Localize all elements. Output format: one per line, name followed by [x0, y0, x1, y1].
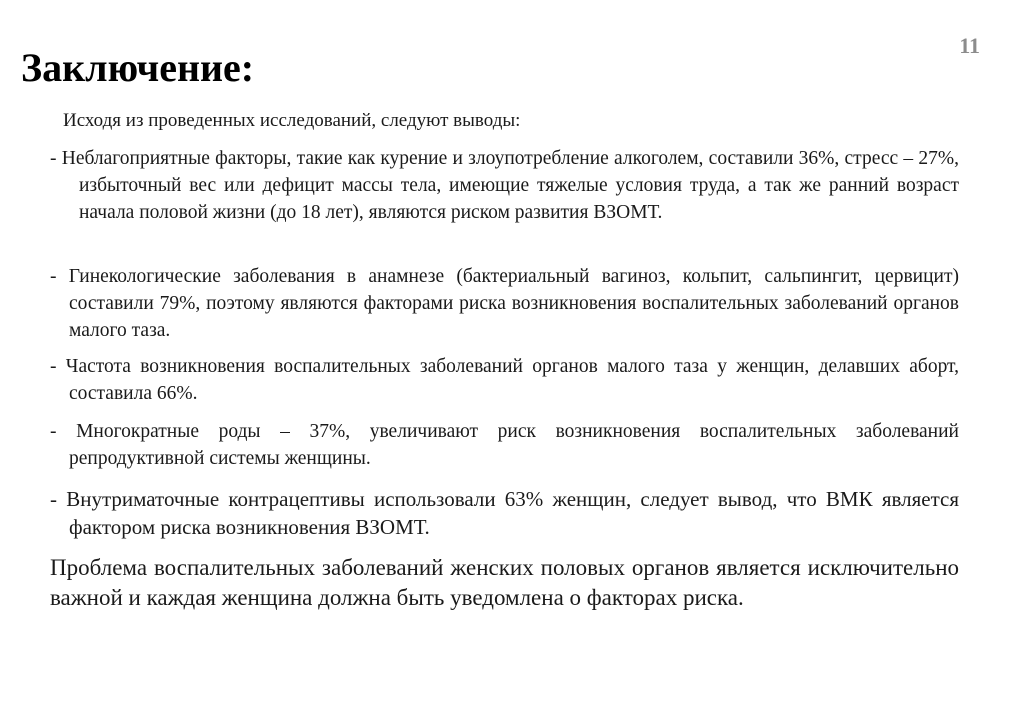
- conclusion-item-iud: - Внутриматочные контрацептивы использовали 63% женщин, следует вывод, что ВМК является фактором риска возникновения ВЗОМТ.: [50, 487, 959, 539]
- slide-number: 11: [959, 33, 980, 58]
- conclusion-item-abortion: - Частота возникновения воспалительных заболеваний органов малого таза у женщин, делавших аборт, составила 66%.: [50, 356, 959, 404]
- conclusion-item-risk-factors: - Неблагоприятные факторы, такие как курение и злоупотребление алкоголем, составили 36%, стресс – 27%, избыточный вес или дефицит массы тела, имеющие тяжелые условия труда, а так же ранний возраст начала половой жизни (до 18 лет), являются риском развития ВЗОМТ.: [50, 148, 959, 223]
- final-conclusion: Проблема воспалительных заболеваний женских половых органов является исключительно важной и каждая женщина должна быть уведомлена о факторах риска.: [50, 555, 959, 610]
- intro-text: Исходя из проведенных исследований, следуют выводы:: [63, 110, 521, 131]
- slide-title: Заключение:: [21, 45, 255, 90]
- conclusion-item-gynecological-diseases: - Гинекологические заболевания в анамнезе (бактериальный вагиноз, кольпит, сальпингит, цервицит) составили 79%, поэтому являются факторами риска возникновения воспалительных заболеваний органов малого таза.: [50, 266, 959, 341]
- conclusion-item-multiple-births: - Многократные роды – 37%, увеличивают риск возникновения воспалительных заболеваний репродуктивной системы женщины.: [50, 421, 959, 469]
